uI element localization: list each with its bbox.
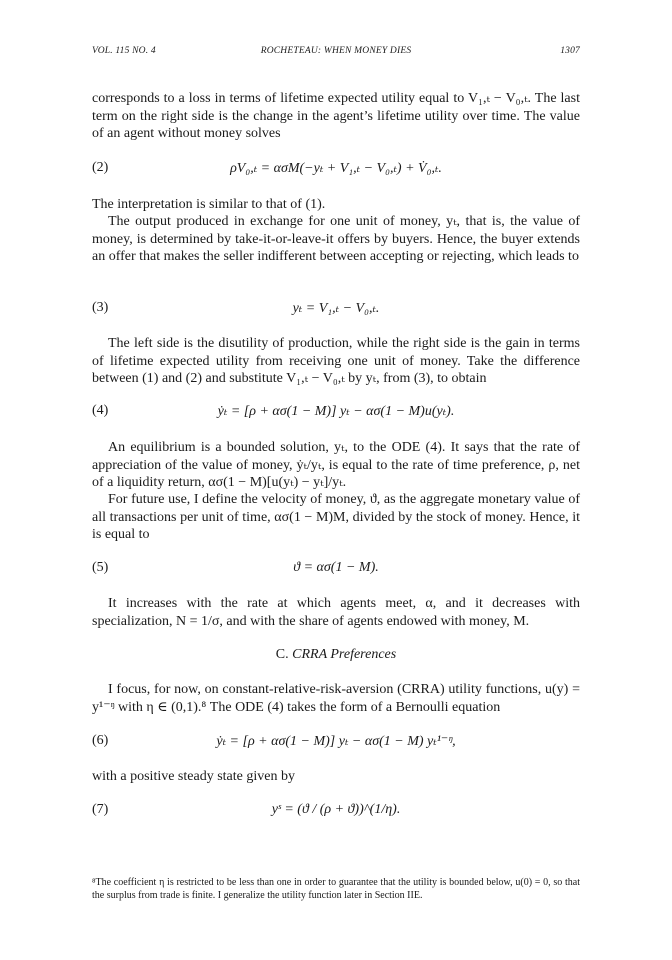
equation-number: (2) <box>92 160 109 175</box>
equation-3 <box>92 300 580 322</box>
section-heading <box>0 647 672 663</box>
paragraph-9: with a positive steady state given by <box>92 769 295 784</box>
paragraph-1: corresponds to a loss in terms of lifetime expected utility equal to V₁,ₜ − V₀,ₜ. The last term on the right side is the change in the agent’s lifetime utility over time. The value of an agent without money solves <box>92 91 580 141</box>
journal-volume: VOL. 115 NO. 4 <box>92 46 156 56</box>
equation-number: (6) <box>92 733 109 748</box>
paragraph-7: It increases with the rate at which agents meet, α, and it decreases with specialization, N = 1/σ, and with the share of agents endowed with money, M. <box>92 596 580 629</box>
equation-2 <box>92 160 580 182</box>
equation-4 <box>92 403 580 425</box>
equation-body: yₜ = V₁,ₜ − V₀,ₜ. <box>292 301 380 316</box>
equation-number: (7) <box>92 802 109 817</box>
equation-body: ẏₜ = [ρ + ασ(1 − M)] yₜ − ασ(1 − M)u(yₜ). <box>217 404 455 419</box>
equation-number: (4) <box>92 403 109 418</box>
equation-5 <box>92 560 580 582</box>
paragraph-3: The output produced in exchange for one unit of money, yₜ, that is, the value of money, is determined by take-it-or-leave-it offers by buyers. Hence, the buyer extends an offer that makes the seller indifferent between accepting or rejecting, which leads to <box>92 214 580 264</box>
section-label: C. <box>275 647 289 662</box>
equation-6 <box>92 733 580 755</box>
section-title: CRRA Preferences <box>292 647 397 662</box>
paragraph-6: For future use, I define the velocity of money, ϑ, as the aggregate monetary value of all transactions per unit of time, ασ(1 − M)M, divided by the stock of money. Hence, it is equal to <box>92 492 580 542</box>
equation-7 <box>92 802 580 824</box>
paragraph-4: The left side is the disutility of production, while the right side is the gain in terms of lifetime expected utility from receiving one unit of money. Take the difference between (1) and (2) and substitute V₁,ₜ − V₀,ₜ by yₜ, from (3), to obtain <box>92 336 580 386</box>
equation-body: ẏₜ = [ρ + ασ(1 − M)] yₜ − ασ(1 − M) yₜ¹⁻ᵑ, <box>216 734 456 749</box>
paragraph-5: An equilibrium is a bounded solution, yₜ, to the ODE (4). It says that the rate of appreciation of the value of money, ẏₜ/yₜ, is equal to the rate of time preference, ρ, net of a liquidity return, ασ(1 − M)[u(yₜ) − yₜ]/yₜ. <box>92 440 580 490</box>
page-number: 1307 <box>560 46 580 56</box>
equation-body: yˢ = (ϑ / (ρ + ϑ))^(1/η). <box>271 802 401 817</box>
equation-body: ϑ = ασ(1 − M). <box>293 560 379 575</box>
equation-number: (5) <box>92 560 109 575</box>
footnote-8: ⁸The coefficient η is restricted to be less than one in order to guarantee that the utility is bounded below, u(0) = 0, so that the surplus from trade is finite. I generalize the utility function later in Section IIE. <box>92 877 580 901</box>
running-title: ROCHETEAU: WHEN MONEY DIES <box>260 46 412 56</box>
paragraph-2: The interpretation is similar to that of (1). <box>92 197 326 212</box>
equation-body: ρV₀,ₜ = ασM(−yₜ + V₁,ₜ − V₀,ₜ) + V̇₀,ₜ. <box>230 161 442 176</box>
equation-number: (3) <box>92 300 109 315</box>
paragraph-8: I focus, for now, on constant-relative-risk-aversion (CRRA) utility functions, u(y) = y¹⁻ᵑ with η ∈ (0,1).⁸ The ODE (4) takes the form of a Bernoulli equation <box>92 682 580 715</box>
